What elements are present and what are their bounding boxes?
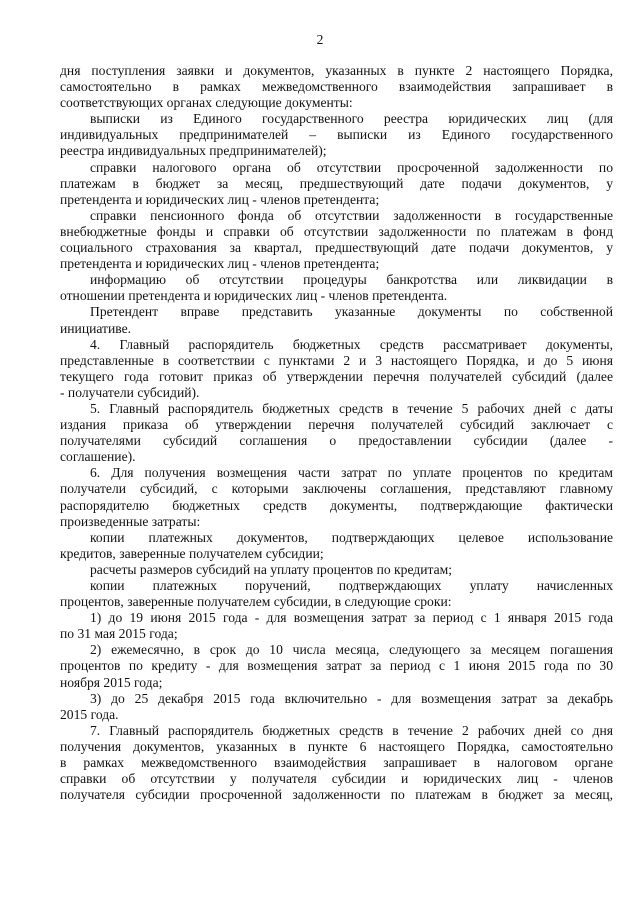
text-line: 4. Главный распорядитель бюджетных средств рассматривает документы, bbox=[90, 336, 613, 352]
text-line: - получатели субсидий). bbox=[60, 384, 200, 400]
text-line: 1) до 19 июня 2015 года - для возмещения затрат за период с 1 января 2015 года bbox=[90, 610, 613, 626]
text-line: получателями субсидий соглашения о предоставлении субсидии (далее - bbox=[60, 433, 613, 449]
text-line: справки пенсионного фонда об отсутствии задолженности в государственные bbox=[90, 207, 613, 223]
text-line: внебюджетные фонды и справки об отсутствии задолженности по платежам в фонд bbox=[60, 223, 613, 239]
text-line: копии платежных поручений, подтверждающих уплату начисленных bbox=[90, 578, 613, 593]
text-line: распорядителю бюджетных средств документы, подтверждающие фактически bbox=[60, 497, 613, 513]
text-line: 5. Главный распорядитель бюджетных средств в течение 5 рабочих дней с даты bbox=[90, 400, 613, 416]
text-line: произведенные затраты: bbox=[60, 513, 201, 529]
text-line: процентов по кредиту - для возмещения затрат за период с 1 июня 2015 года по 30 bbox=[60, 658, 613, 674]
text-line: представленные в соответствии с пунктами 2 и 3 настоящего Порядка, и до 5 июня bbox=[60, 352, 613, 368]
page-number: 2 bbox=[316, 32, 324, 47]
text-line: 6. Для получения возмещения части затрат по уплате процентов по кредитам bbox=[90, 465, 613, 481]
text-line: издания приказа об утверждении перечня получателей субсидий заключает с bbox=[60, 417, 613, 433]
text-line: инициативе. bbox=[60, 320, 132, 336]
text-line: претендента и юридических лиц - членов претендента; bbox=[60, 256, 380, 272]
text-line: копии платежных документов, подтверждающих целевое использование bbox=[90, 529, 613, 545]
text-line: процентов, заверенные получателем субсидии, в следующие сроки: bbox=[60, 594, 452, 610]
text-line: отношении претендента и юридических лиц - членов претендента. bbox=[60, 288, 448, 304]
text-line: платежам в бюджет за месяц, предшествующий дате подачи документов, у bbox=[60, 175, 613, 191]
text-line: расчеты размеров субсидий на уплату процентов по кредитам; bbox=[90, 561, 453, 577]
text-line: реестра индивидуальных предпринимателей); bbox=[60, 143, 327, 159]
text-line: дня поступления заявки и документов, указанных в пункте 2 настоящего Порядка, bbox=[60, 63, 613, 78]
text-line: социального страхования за квартал, предшествующий дате подачи документов, у bbox=[60, 240, 613, 256]
text-line: 7. Главный распорядитель бюджетных средств в течение 2 рабочих дней со дня bbox=[90, 722, 613, 738]
text-line: самостоятельно в рамках межведомственного взаимодействия запрашивает в bbox=[60, 79, 613, 95]
text-line: соответствующих органах следующие документы: bbox=[60, 95, 353, 111]
text-line: по 31 мая 2015 года; bbox=[60, 626, 178, 642]
text-line: кредитов, заверенные получателем субсидии; bbox=[60, 545, 324, 561]
document-body bbox=[60, 63, 613, 803]
text-line: текущего года готовит приказ об утверждении перечня получателей субсидий (далее bbox=[60, 368, 613, 384]
text-line: справки об отсутствии у получателя субсидии и юридических лиц - членов bbox=[60, 771, 613, 787]
text-line: индивидуальных предпринимателей – выписки из Единого государственного bbox=[60, 127, 613, 143]
text-line: ноября 2015 года; bbox=[60, 674, 163, 690]
text-line: претендента и юридических лиц - членов претендента; bbox=[60, 191, 380, 207]
text-line: 2) ежемесячно, в срок до 10 числа месяца, следующего за месяцем погашения bbox=[90, 642, 613, 658]
text-line: в рамках межведомственного взаимодействия запрашивает в налоговом органе bbox=[60, 755, 613, 771]
text-line: получатели субсидий, с которыми заключены соглашения, представляют главному bbox=[60, 481, 613, 497]
text-line: справки налогового органа об отсутствии просроченной задолженности по bbox=[90, 159, 613, 175]
text-line: соглашение). bbox=[60, 449, 136, 465]
text-line: получателя субсидии просроченной задолженности по платежам в бюджет за месяц, bbox=[60, 787, 613, 803]
text-line: получения документов, указанных в пункте 6 настоящего Порядка, самостоятельно bbox=[60, 738, 613, 754]
text-line: Претендент вправе представить указанные документы по собственной bbox=[90, 304, 613, 320]
text-line: 3) до 25 декабря 2015 года включительно - для возмещения затрат за декабрь bbox=[90, 690, 613, 706]
text-line: выписки из Единого государственного реестра юридических лиц (для bbox=[90, 111, 613, 127]
text-line: 2015 года. bbox=[60, 706, 119, 722]
text-line: информацию об отсутствии процедуры банкротства или ликвидации в bbox=[90, 272, 613, 288]
